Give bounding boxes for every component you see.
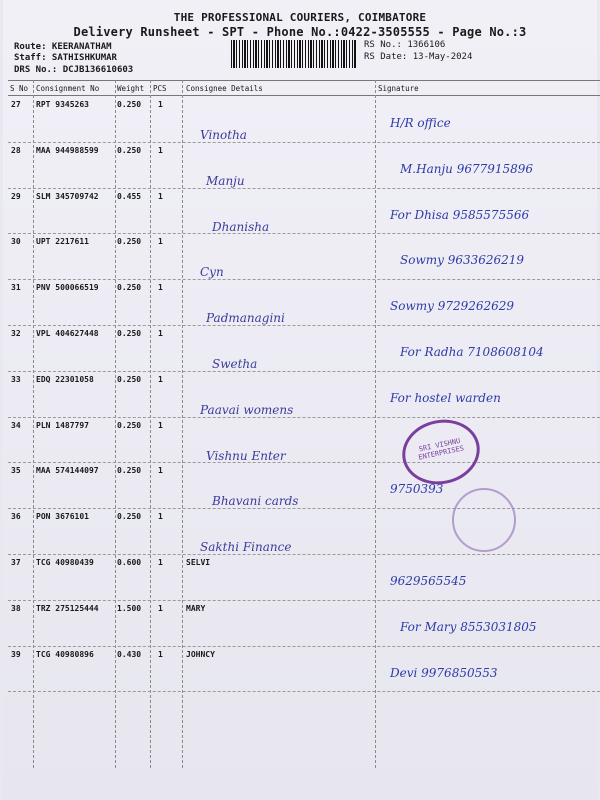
row-signature: For hostel warden — [390, 390, 501, 405]
company-title: THE PROFESSIONAL COURIERS, COIMBATORE — [173, 11, 427, 24]
row-consignment-no: MAA 574144097 — [36, 466, 99, 476]
row-sno: 36 — [11, 512, 21, 522]
row-pcs: 1 — [158, 558, 163, 567]
row-weight: 0.430 — [117, 649, 142, 659]
row-pcs: 1 — [158, 466, 163, 476]
row-pcs: 1 — [158, 603, 163, 613]
row-separator — [8, 417, 600, 418]
row-consignment-no: TRZ 275125444 — [36, 603, 99, 613]
col-sno: S No — [10, 84, 29, 93]
rs-date: RS Date: 13-May-2024 — [364, 52, 473, 62]
row-consignment-no: VPL 404627448 — [36, 329, 99, 338]
row-consignment-no: TCG 40980896 — [36, 649, 94, 659]
row-handwritten-name: Bhavani cards — [212, 494, 299, 509]
row-signature: M.Hanju 9677915896 — [400, 161, 534, 176]
row-weight: 0.250 — [117, 100, 142, 109]
row-pcs: 1 — [158, 100, 163, 109]
row-sno: 38 — [11, 603, 21, 613]
row-separator — [8, 600, 600, 601]
row-consignment-no: PNV 500066519 — [36, 283, 99, 293]
col-divider — [150, 80, 151, 768]
row-consignment-no: SLM 345709742 — [36, 191, 99, 201]
row-weight: 0.250 — [117, 420, 142, 430]
row-consignee: SELVI — [186, 558, 211, 567]
row-consignment-no: PLN 1487797 — [36, 420, 89, 430]
row-pcs: 1 — [158, 374, 163, 384]
stamp-text: SRI VISHNU ENTERPRISES — [417, 436, 465, 462]
row-signature: For Radha 7108608104 — [400, 345, 544, 359]
row-sno: 29 — [11, 191, 21, 201]
row-sno: 30 — [11, 237, 21, 247]
rs-number: RS No.: 1366106 — [364, 40, 446, 50]
row-pcs: 1 — [158, 145, 163, 155]
col-divider — [115, 80, 116, 768]
row-sno: 39 — [11, 649, 21, 659]
row-separator — [8, 371, 600, 372]
row-consignment-no: TCG 40980439 — [36, 558, 94, 567]
row-signature: H/R office — [390, 116, 451, 130]
row-separator — [8, 233, 600, 234]
row-separator — [8, 279, 600, 280]
row-weight: 0.250 — [117, 374, 142, 384]
col-pcs: PCS — [153, 84, 167, 93]
header-rule-bottom — [8, 95, 600, 96]
header-rule-top — [8, 80, 600, 81]
row-sno: 28 — [11, 145, 21, 155]
row-weight: 0.600 — [117, 558, 142, 567]
row-handwritten-name: Vinotha — [200, 128, 247, 142]
row-handwritten-name: Paavai womens — [200, 402, 294, 417]
row-sno: 34 — [11, 420, 21, 430]
row-separator — [8, 462, 600, 463]
row-consignee: JOHNCY — [186, 649, 215, 659]
row-handwritten-name: Dhanisha — [212, 219, 270, 234]
col-consignee: Consignee Details — [186, 84, 263, 93]
row-handwritten-name: Swetha — [212, 357, 258, 371]
row-weight: 0.250 — [117, 329, 142, 338]
row-pcs: 1 — [158, 649, 163, 659]
staff-label: Staff: SATHISHKUMAR — [14, 53, 117, 63]
row-signature: 9629565545 — [390, 574, 467, 588]
row-separator — [8, 691, 600, 692]
row-signature: Sowmy 9729262629 — [390, 299, 515, 314]
row-pcs: 1 — [158, 420, 163, 430]
row-separator — [8, 325, 600, 326]
row-sno: 32 — [11, 329, 21, 338]
row-weight: 0.250 — [117, 466, 142, 476]
col-divider — [33, 80, 34, 768]
row-pcs: 1 — [158, 237, 163, 247]
col-consignment: Consignment No — [36, 84, 100, 93]
row-weight: 0.250 — [117, 145, 142, 155]
row-consignment-no: EDQ 22301058 — [36, 374, 94, 384]
route-label: Route: KEERANATHAM — [14, 42, 112, 52]
row-weight: 0.250 — [117, 283, 142, 293]
row-sno: 27 — [11, 100, 21, 109]
row-weight: 0.455 — [117, 191, 142, 201]
row-consignment-no: UPT 2217611 — [36, 237, 89, 247]
drs-number: DRS No.: DCJB136610603 — [14, 65, 134, 75]
row-consignment-no: MAA 944988599 — [36, 145, 99, 155]
row-sno: 37 — [11, 558, 21, 567]
row-handwritten-name: Manju — [206, 173, 245, 188]
row-signature: For Dhisa 9585575566 — [390, 207, 530, 222]
col-divider — [375, 80, 376, 768]
row-handwritten-name: Padmanagini — [206, 311, 285, 326]
runsheet-subtitle: Delivery Runsheet - SPT - Phone No.:0422-3505555 - Page No.:3 — [73, 25, 527, 39]
row-separator — [8, 142, 600, 143]
row-pcs: 1 — [158, 329, 163, 338]
row-separator — [8, 554, 600, 555]
row-handwritten-name: Cyn — [200, 265, 224, 280]
row-weight: 1.500 — [117, 603, 142, 613]
row-weight: 0.250 — [117, 237, 142, 247]
row-separator — [8, 646, 600, 647]
row-sno: 33 — [11, 374, 21, 384]
row-separator — [8, 188, 600, 189]
row-signature: Devi 9976850553 — [390, 665, 498, 680]
col-divider — [182, 80, 183, 768]
row-weight: 0.250 — [117, 512, 142, 522]
row-signature: Sowmy 9633626219 — [400, 253, 525, 268]
col-signature: Signature — [378, 84, 419, 93]
barcode — [231, 40, 356, 68]
col-weight: Weight — [117, 84, 145, 93]
row-consignment-no: RPT 9345263 — [36, 100, 89, 109]
finance-stamp — [452, 488, 516, 552]
row-handwritten-name: Vishnu Enter — [206, 448, 286, 463]
row-consignment-no: PON 3676101 — [36, 512, 89, 522]
row-consignee: MARY — [186, 603, 206, 613]
row-sno: 35 — [11, 466, 21, 476]
row-pcs: 1 — [158, 191, 163, 201]
row-handwritten-name: Sakthi Finance — [200, 540, 292, 555]
row-pcs: 1 — [158, 512, 163, 522]
row-signature: 9750393 — [390, 482, 444, 497]
row-pcs: 1 — [158, 283, 163, 293]
row-signature: For Mary 8553031805 — [400, 619, 537, 634]
runsheet-page — [3, 0, 597, 800]
row-sno: 31 — [11, 283, 21, 293]
